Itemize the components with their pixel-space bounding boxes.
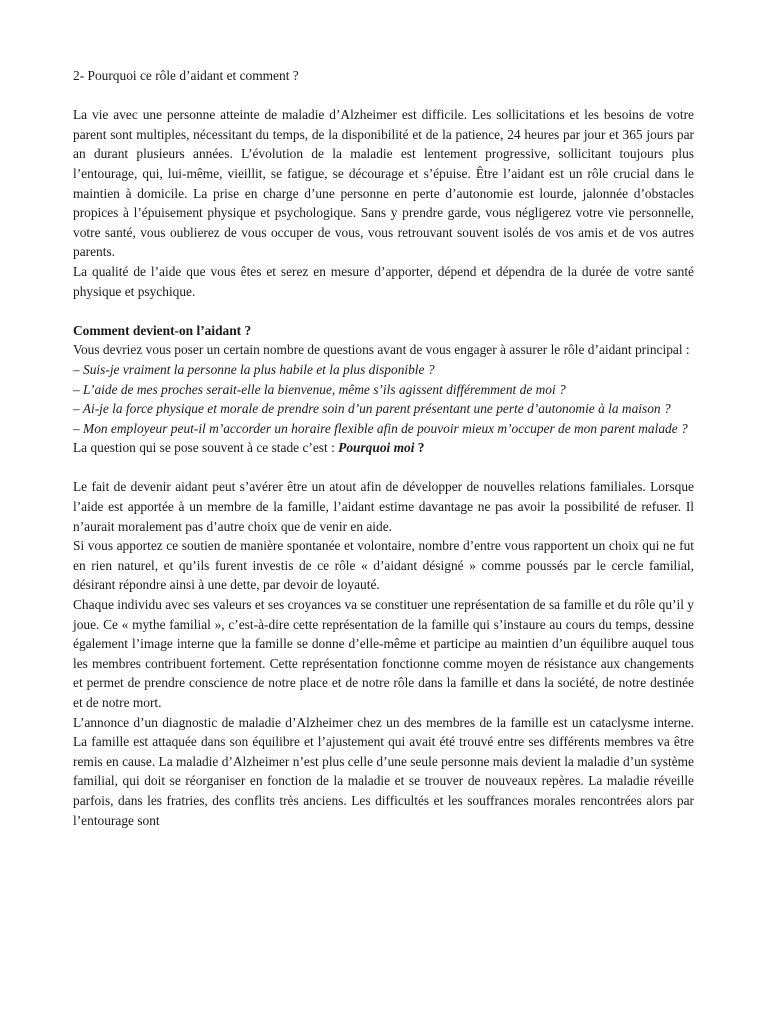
spacer [73,458,694,478]
spacer [73,86,694,106]
section-title: 2- Pourquoi ce rôle d’aidant et comment ? [73,68,299,83]
intro-paragraph-2: La qualité de l’aide que vous êtes et serez en mesure d’apporter, dépend et dépendra de la durée de votre santé physique et psychique. [73,263,694,299]
closing-suffix: ? [414,440,425,456]
question-item: – Suis-je vraiment la personne la plus habile et la plus disponible ? [73,361,435,377]
spacer [73,301,694,321]
subsection-heading: Comment devient-on l’aidant ? [73,322,252,338]
document-body [73,66,694,830]
body-paragraph: Si vous apportez ce soutien de manière spontanée et volontaire, nombre d’entre vous rapportent un choix qui ne fut en rien naturel, et qu’ils furent investis de ce rôle « d’aidant désigné » comme poussés par le cercle familial, désirant répondre ainsi à une dette, par devoir de loyauté. [73,538,694,593]
body-paragraph: L’annonce d’un diagnostic de maladie d’Alzheimer chez un des membres de la famille est un cataclysme interne. La famille est attaquée dans son équilibre et l’ajustement qui avait été trouvé entre ses différents membres va être remis en cause. La maladie d’Alzheimer n’est plus celle d’une seule personne mais devient la maladie d’un système familial, qui doit se réorganiser en fonction de la maladie et se trouver de nouveaux repères. La maladie réveille parfois, dans les fratries, des conflits très anciens. Les difficultés et les souffrances morales rencontrées alors par l’entourage sont [73,714,694,828]
question-item: – L’aide de mes proches serait-elle la bienvenue, même s’ils agissent différemment de moi ? [73,381,566,397]
question-item: – Ai-je la force physique et morale de prendre soin d’un parent présentant une perte d’autonomie à la maison ? [73,401,671,417]
question-item: – Mon employeur peut-il m’accorder un horaire flexible afin de pouvoir mieux m’occuper de mon parent malade ? [73,420,688,436]
questions-lead: Vous devriez vous poser un certain nombre de questions avant de vous engager à assurer le rôle d’aidant principal : [73,342,690,358]
closing-question [73,438,694,458]
closing-emphasis: Pourquoi moi [338,440,415,456]
body-paragraph: Chaque individu avec ses valeurs et ses croyances va se constituer une représentation de sa famille et du rôle qu’il y joue. Ce « mythe familial », c’est-à-dire cette représentation de la famille qui s’instaure au cours du temps, dessine également l’image interne que la famille se donne d’elle-même et participe au maintien d’un équilibre auquel tous les membres contribuent fortement. Cette représentation fonctionne comme moyen de résistance aux changements et permet de prendre conscience de notre place et de notre rôle dans la famille et dans la société, de notre destinée et de notre mort. [73,597,694,710]
intro-paragraph-1: La vie avec une personne atteinte de maladie d’Alzheimer est difficile. Les sollicitations et les besoins de votre parent sont multiples, nécessitant du temps, de la disponibilité et de la patience, 24 heures par jour et 365 jours par an durant plusieurs années. L’évolution de la maladie est lentement progressive, sollicitant toujours plus l’entourage, qui, lui-même, vieillit, se fatigue, se décourage et s’épuise. Être l’aidant est un rôle crucial dans le maintien à domicile. La prise en charge d’une personne en perte d’autonomie est lourde, jalonnée d’obstacles propices à l’épuisement physique et psychologique. Sans y prendre garde, vous négligerez votre vie personnelle, votre santé, vous oublierez de vous occuper de vous, vous retrouvant souvent isolés de vos amis et de vos autres parents. [73,107,694,260]
body-paragraph: Le fait de devenir aidant peut s’avérer être un atout afin de développer de nouvelles relations familiales. Lorsque l’aide est apportée à un membre de la famille, l’aidant estime davantage ne pas avoir la possibilité de refuser. Il n’aurait moralement pas d’autre choix que de venir en aide. [73,479,694,534]
closing-prefix: La question qui se pose souvent à ce stade c’est : [73,440,339,456]
